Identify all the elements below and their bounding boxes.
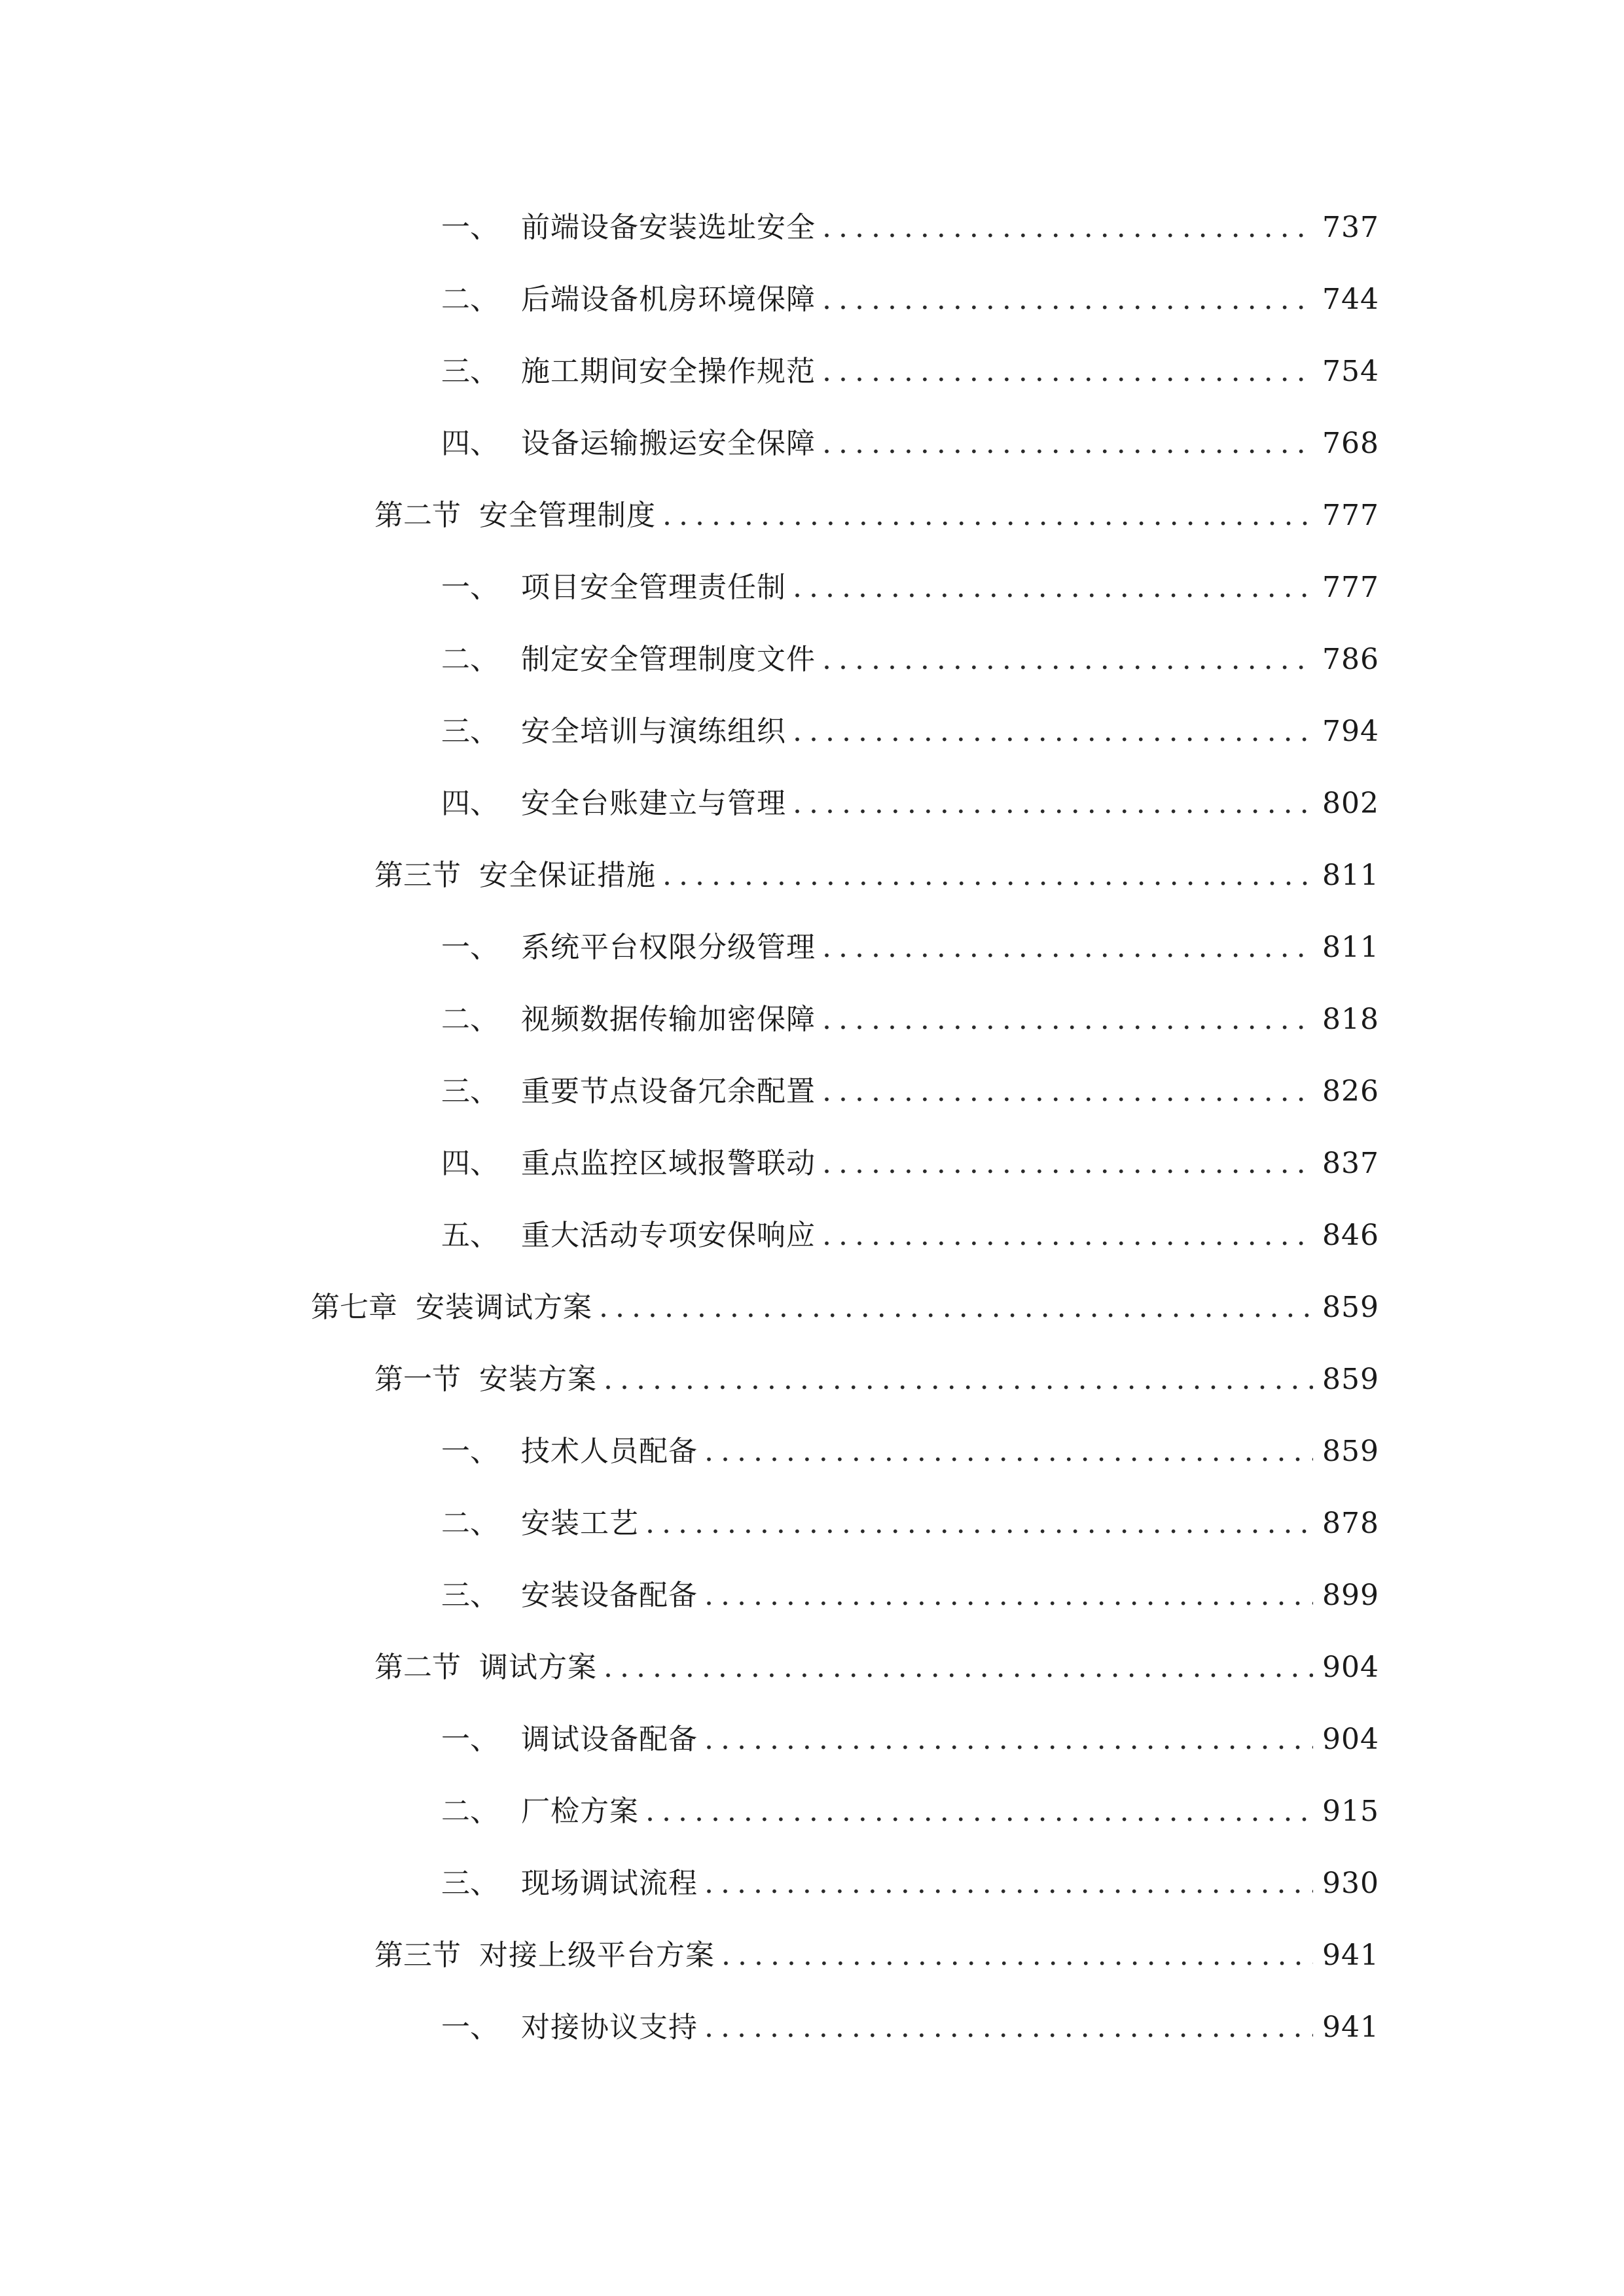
toc-dot-leader <box>822 274 1313 326</box>
toc-entry-page: 826 <box>1322 1075 1379 1108</box>
toc-entry[interactable] <box>441 1210 1379 1262</box>
toc-dot-leader <box>793 706 1313 758</box>
toc-dot-leader <box>599 1282 1313 1334</box>
toc-dot-leader <box>721 1929 1313 1982</box>
toc-dot-leader <box>662 850 1313 902</box>
toc-dot-leader <box>822 346 1313 398</box>
toc-entry-number: 三、 <box>441 1867 499 1900</box>
toc-entry-number: 第二节 <box>374 1651 461 1684</box>
toc-entry-number: 三、 <box>441 1075 499 1108</box>
toc-entry-page: 744 <box>1322 283 1379 316</box>
toc-entry-page: 786 <box>1322 643 1379 676</box>
toc-dot-leader <box>645 1785 1313 1838</box>
toc-entry[interactable] <box>441 994 1379 1046</box>
toc-entry-title: 对接协议支持 <box>521 2011 698 2044</box>
toc-entry[interactable] <box>441 634 1379 686</box>
toc-dot-leader <box>793 778 1313 830</box>
toc-entry-number: 三、 <box>441 355 499 388</box>
toc-entry[interactable] <box>441 1570 1379 1622</box>
toc-entry-title: 现场调试流程 <box>521 1867 698 1900</box>
toc-entry-number: 二、 <box>441 643 499 676</box>
toc-entry-page: 904 <box>1322 1723 1379 1756</box>
toc-section-entry[interactable] <box>374 1929 1379 1982</box>
toc-chapter-entry[interactable] <box>311 1282 1379 1334</box>
toc-entry-title: 重要节点设备冗余配置 <box>521 1075 816 1108</box>
toc-dot-leader <box>822 1138 1313 1190</box>
toc-entry-number: 二、 <box>441 1507 499 1540</box>
toc-entry-page: 811 <box>1322 931 1379 964</box>
toc-dot-leader <box>704 1713 1313 1766</box>
toc-entry-page: 802 <box>1322 787 1379 820</box>
toc-entry-number: 一、 <box>441 2011 499 2044</box>
toc-section-entry[interactable] <box>374 1354 1379 1406</box>
toc-entry-number: 四、 <box>441 787 499 820</box>
toc-dot-leader <box>822 634 1313 686</box>
toc-dot-leader <box>704 1570 1313 1622</box>
toc-entry-number: 一、 <box>441 1723 499 1756</box>
toc-entry-number: 三、 <box>441 1579 499 1612</box>
toc-entry-title: 项目安全管理责任制 <box>521 571 786 604</box>
toc-entry[interactable] <box>441 418 1379 470</box>
toc-entry-title: 对接上级平台方案 <box>479 1939 715 1972</box>
toc-dot-leader <box>704 1426 1313 1478</box>
toc-entry-page: 904 <box>1322 1651 1379 1684</box>
toc-entry-page: 846 <box>1322 1219 1379 1252</box>
toc-section-entry[interactable] <box>374 1641 1379 1694</box>
toc-dot-leader <box>662 490 1313 542</box>
toc-entry-page: 899 <box>1322 1579 1379 1612</box>
toc-entry-page: 878 <box>1322 1507 1379 1540</box>
toc-entry-number: 四、 <box>441 427 499 460</box>
toc-entry[interactable] <box>441 1138 1379 1190</box>
toc-entry[interactable] <box>441 1785 1379 1838</box>
toc-entry-page: 941 <box>1322 1939 1379 1972</box>
toc-entry[interactable] <box>441 202 1379 254</box>
toc-section-entry[interactable] <box>374 490 1379 542</box>
toc-entry[interactable] <box>441 706 1379 758</box>
toc-entry-title: 视频数据传输加密保障 <box>521 1003 816 1036</box>
toc-dot-leader <box>704 1857 1313 1910</box>
toc-entry-title: 重大活动专项安保响应 <box>521 1219 816 1252</box>
toc-dot-leader <box>604 1641 1313 1694</box>
toc-entry-title: 调试设备配备 <box>521 1723 698 1756</box>
toc-entry-title: 设备运输搬运安全保障 <box>521 427 816 460</box>
toc-entry[interactable] <box>441 1066 1379 1118</box>
toc-entry-number: 一、 <box>441 211 499 244</box>
toc-entry-page: 794 <box>1322 715 1379 748</box>
toc-entry-page: 930 <box>1322 1867 1379 1900</box>
toc-entry-number: 一、 <box>441 1435 499 1468</box>
toc-dot-leader <box>793 562 1313 614</box>
toc-entry-title: 安装方案 <box>479 1363 597 1396</box>
toc-entry-page: 777 <box>1322 499 1379 532</box>
toc-entry-title: 安全培训与演练组织 <box>521 715 786 748</box>
toc-dot-leader <box>645 1498 1313 1550</box>
toc-dot-leader <box>822 418 1313 470</box>
toc-entry-number: 第三节 <box>374 1939 461 1972</box>
toc-entry[interactable] <box>441 1426 1379 1478</box>
toc-entry-page: 837 <box>1322 1147 1379 1180</box>
toc-dot-leader <box>604 1354 1313 1406</box>
toc-entry-title: 重点监控区域报警联动 <box>521 1147 816 1180</box>
toc-entry-page: 754 <box>1322 355 1379 388</box>
toc-entry-number: 第二节 <box>374 499 461 532</box>
toc-entry-title: 后端设备机房环境保障 <box>521 283 816 316</box>
toc-entry-page: 811 <box>1322 859 1379 892</box>
toc-dot-leader <box>822 994 1313 1046</box>
toc-entry-page: 915 <box>1322 1795 1379 1828</box>
toc-dot-leader <box>704 2001 1313 2054</box>
toc-entry[interactable] <box>441 1857 1379 1910</box>
toc-entry-title: 安全保证措施 <box>479 859 656 892</box>
toc-dot-leader <box>822 1210 1313 1262</box>
toc-dot-leader <box>822 1066 1313 1118</box>
toc-entry-number: 第三节 <box>374 859 461 892</box>
toc-entry-page: 768 <box>1322 427 1379 460</box>
toc-entry-number: 二、 <box>441 1003 499 1036</box>
toc-entry-page: 737 <box>1322 211 1379 244</box>
toc-entry-title: 系统平台权限分级管理 <box>521 931 816 964</box>
toc-dot-leader <box>822 922 1313 974</box>
toc-entry[interactable] <box>441 274 1379 326</box>
toc-entry-title: 安装调试方案 <box>416 1291 592 1324</box>
toc-entry[interactable] <box>441 562 1379 614</box>
toc-entry-title: 施工期间安全操作规范 <box>521 355 816 388</box>
toc-entry-number: 第一节 <box>374 1363 461 1396</box>
toc-entry-title: 安装工艺 <box>521 1507 639 1540</box>
toc-entry-page: 818 <box>1322 1003 1379 1036</box>
toc-entry-number: 二、 <box>441 1795 499 1828</box>
toc-entry-title: 调试方案 <box>479 1651 597 1684</box>
toc-entry-title: 前端设备安装选址安全 <box>521 211 816 244</box>
toc-entry-page: 859 <box>1322 1291 1379 1324</box>
toc-section-entry[interactable] <box>374 850 1379 902</box>
toc-entry-title: 安装设备配备 <box>521 1579 698 1612</box>
toc-entry-page: 941 <box>1322 2011 1379 2044</box>
toc-entry-number: 一、 <box>441 931 499 964</box>
toc-entry-title: 厂检方案 <box>521 1795 639 1828</box>
toc-entry[interactable] <box>441 1498 1379 1550</box>
toc-entry-page: 777 <box>1322 571 1379 604</box>
toc-entry-number: 二、 <box>441 283 499 316</box>
toc-entry-number: 三、 <box>441 715 499 748</box>
toc-entry-title: 安全管理制度 <box>479 499 656 532</box>
toc-entry-page: 859 <box>1322 1435 1379 1468</box>
toc-entry-title: 安全台账建立与管理 <box>521 787 786 820</box>
toc-dot-leader <box>822 202 1313 254</box>
toc-entry[interactable] <box>441 346 1379 398</box>
toc-entry-title: 技术人员配备 <box>521 1435 698 1468</box>
toc-entry[interactable] <box>441 778 1379 830</box>
toc-entry[interactable] <box>441 1713 1379 1766</box>
toc-entry[interactable] <box>441 922 1379 974</box>
toc-entry-page: 859 <box>1322 1363 1379 1396</box>
toc-entry-number: 一、 <box>441 571 499 604</box>
toc-entry-number: 第七章 <box>311 1291 397 1324</box>
toc-entry-title: 制定安全管理制度文件 <box>521 643 816 676</box>
toc-entry-number: 五、 <box>441 1219 499 1252</box>
toc-entry[interactable] <box>441 2001 1379 2054</box>
toc-entry-number: 四、 <box>441 1147 499 1180</box>
